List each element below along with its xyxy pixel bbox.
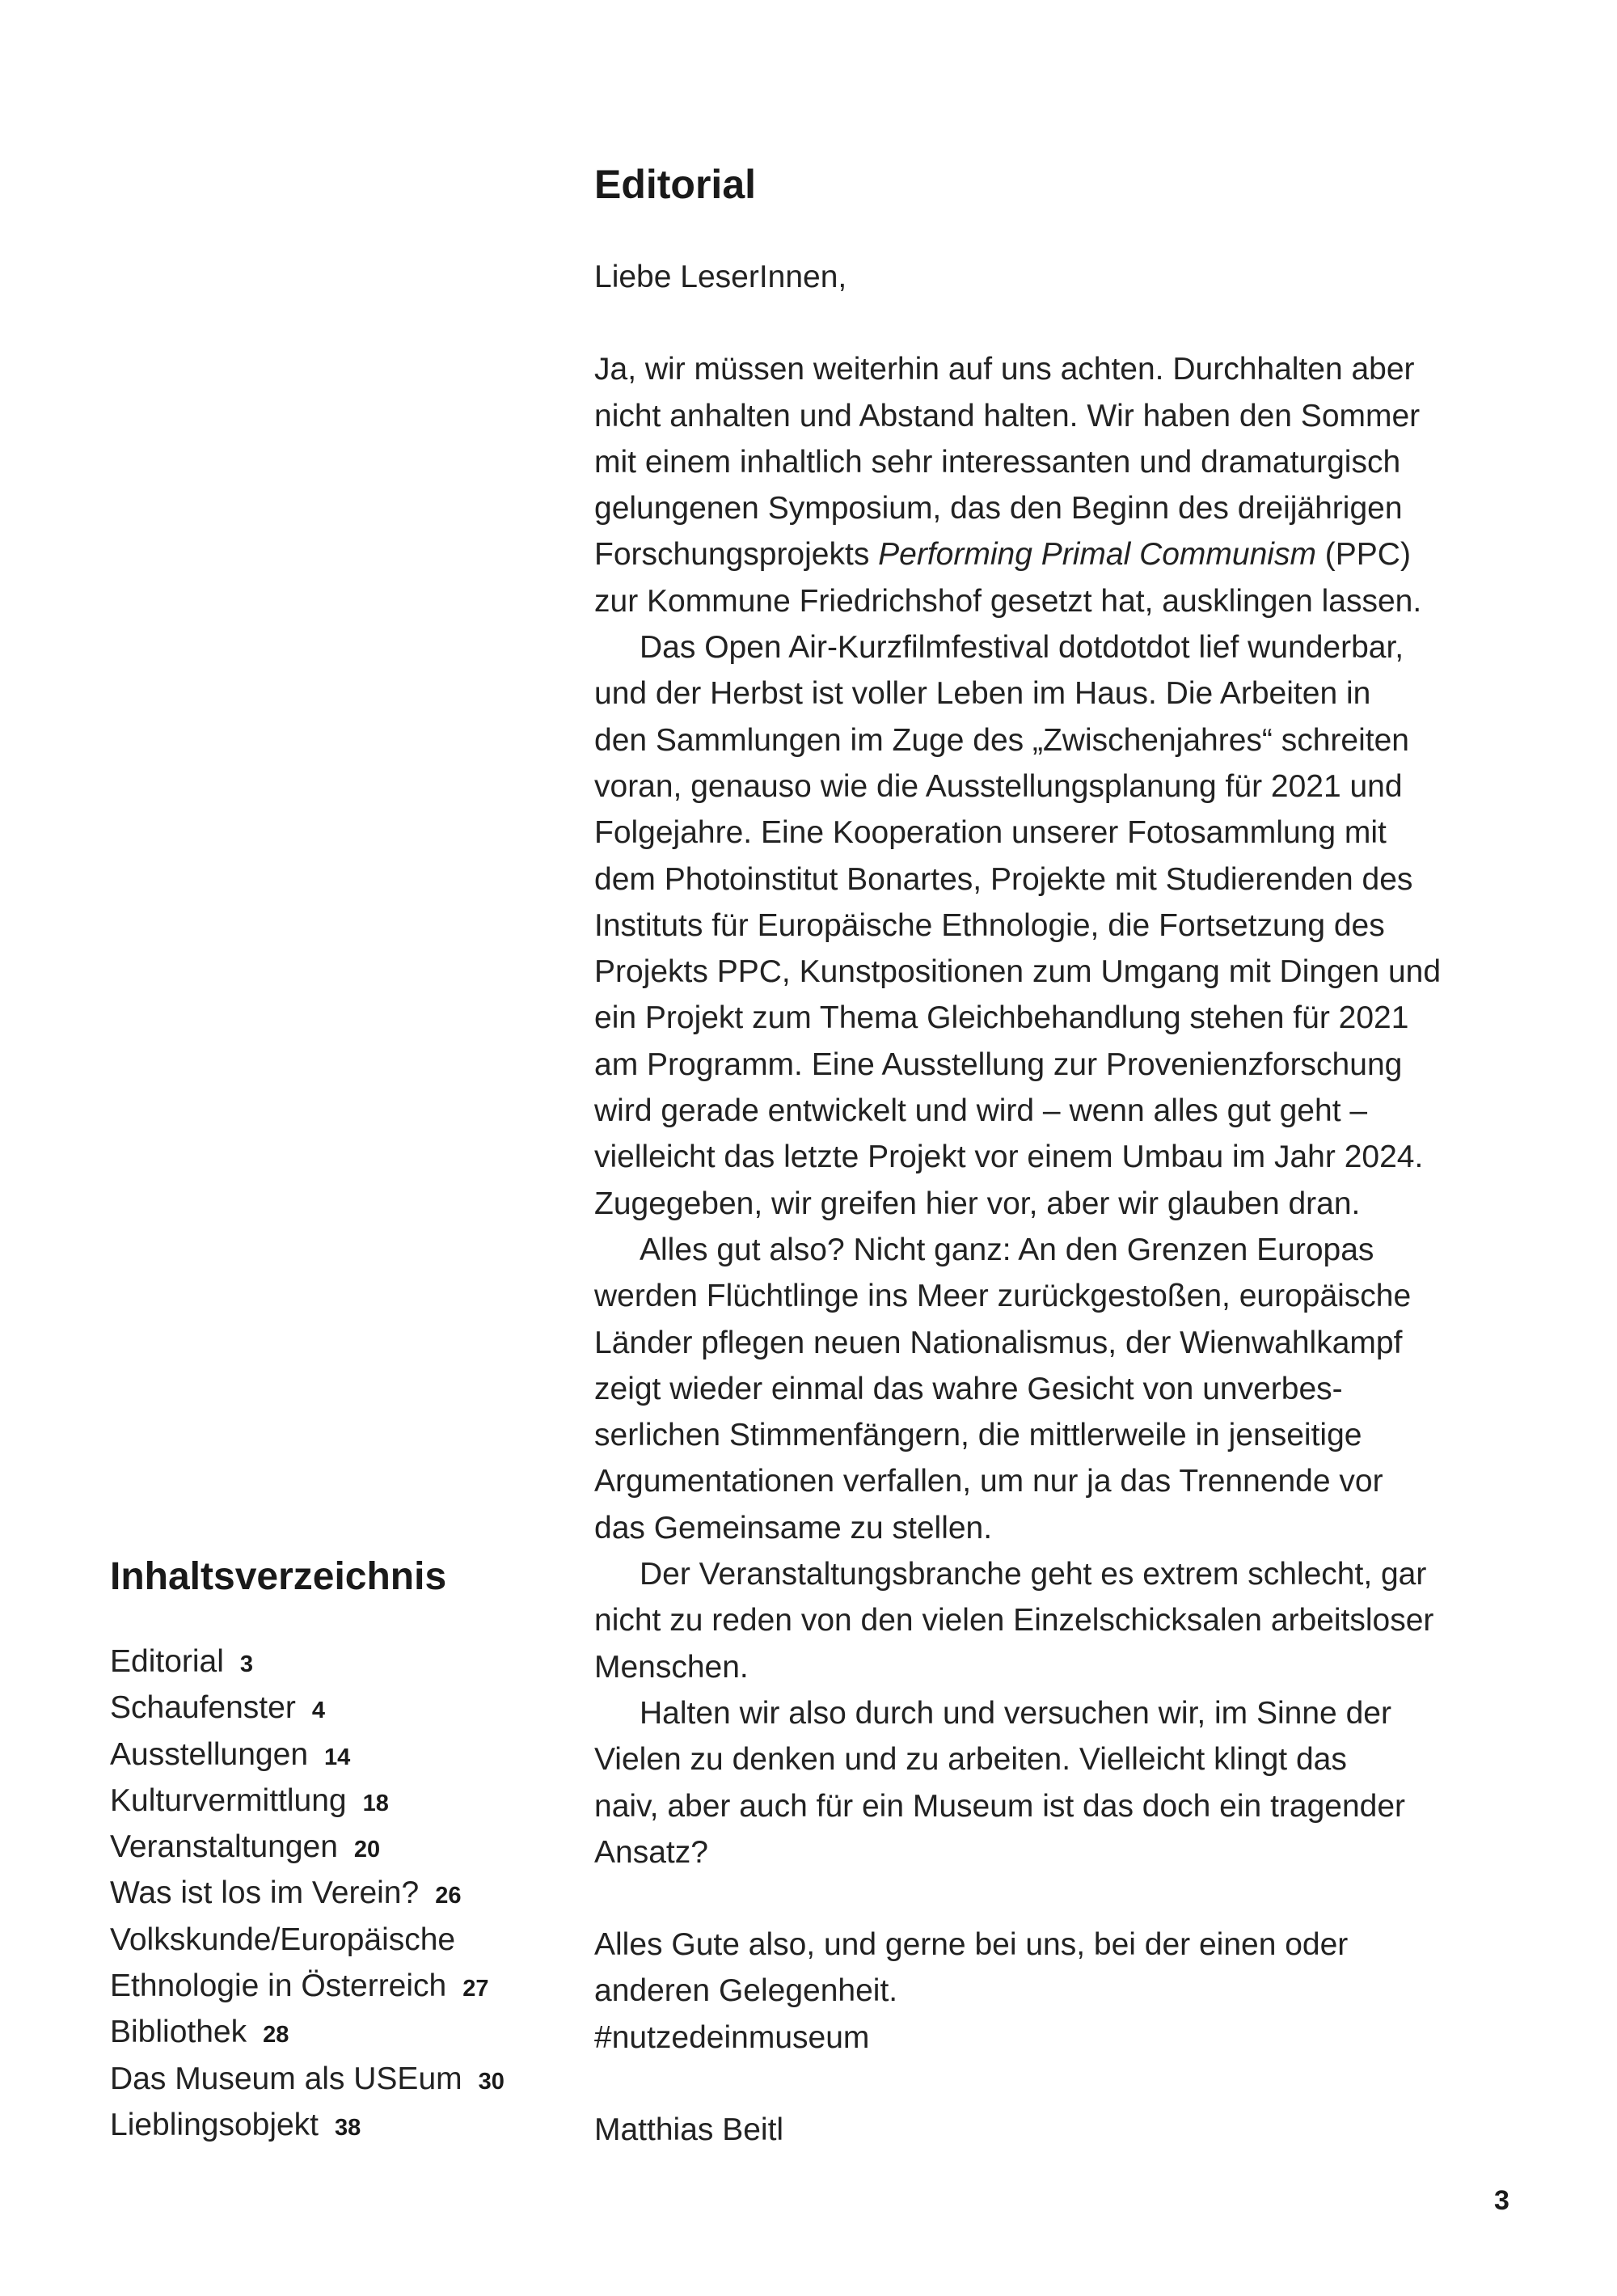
toc-item-line <box>110 1870 563 1916</box>
italic-project-title: Performing Primal Communism <box>878 537 1316 573</box>
body-line: werden Flüchtlinge ins Meer zurückgestoßen, europäische <box>594 1279 1412 1314</box>
body-line: Menschen. <box>594 1649 749 1685</box>
toc-item-line <box>110 1917 563 1963</box>
toc-list <box>110 1638 563 2148</box>
toc-page-number: 38 <box>335 2114 361 2141</box>
body-text-segment: Forschungsprojekts <box>594 537 879 573</box>
toc-page-number: 20 <box>353 1837 381 1863</box>
toc-page-number: 26 <box>435 1883 462 1909</box>
editorial-body <box>594 346 1532 1875</box>
toc-item[interactable] <box>110 1732 563 1778</box>
toc-item-line <box>110 1638 563 1685</box>
body-line: Instituts für Europäische Ethnologie, die Fortsetzung des <box>594 907 1385 943</box>
toc-page-number: 30 <box>478 2068 505 2095</box>
toc-page-number: 14 <box>324 1744 351 1770</box>
hashtag: #nutzedeinmuseum <box>594 2019 870 2055</box>
body-line <box>594 531 1532 577</box>
toc-item[interactable] <box>110 1824 563 1870</box>
table-of-contents <box>110 1551 563 2148</box>
editorial-title: Editorial <box>594 162 757 207</box>
body-line: nicht zu reden von den vielen Einzelschicksalen arbeitsloser <box>594 1603 1434 1638</box>
toc-page-number: 27 <box>462 1976 489 2002</box>
toc-item-label: Veranstaltungen <box>110 1829 338 1865</box>
toc-item-line <box>110 2056 563 2102</box>
toc-item-label: Ausstellungen <box>110 1736 309 1772</box>
body-line: das Gemeinsame zu stellen. <box>594 1510 993 1545</box>
body-line: Länder pflegen neuen Nationalismus, der Wienwahlkampf <box>594 1325 1403 1360</box>
salutation: Liebe LeserInnen, <box>594 260 847 294</box>
body-line: am Programm. Eine Ausstellung zur Provenienzforschung <box>594 1047 1403 1082</box>
toc-item[interactable] <box>110 2009 563 2055</box>
toc-item-line <box>110 1732 563 1778</box>
toc-item[interactable] <box>110 2102 563 2148</box>
body-line: serlichen Stimmenfängern, die mittlerweile in jenseitige <box>594 1418 1362 1453</box>
editorial-closing <box>594 1922 1532 2061</box>
toc-item[interactable] <box>110 2056 563 2102</box>
body-line: nicht anhalten und Abstand halten. Wir haben den Sommer <box>594 398 1421 433</box>
toc-title: Inhaltsverzeichnis <box>110 1555 447 1598</box>
toc-item-label: Volkskunde/Europäische <box>110 1922 456 1957</box>
body-line: Vielen zu denken und zu arbeiten. Vielleicht klingt das <box>594 1742 1347 1778</box>
body-line: zeigt wieder einmal das wahre Gesicht von unverbes- <box>594 1371 1343 1406</box>
toc-item[interactable] <box>110 1917 563 2010</box>
body-line: Zugegeben, wir greifen hier vor, aber wir glauben dran. <box>594 1186 1361 1221</box>
toc-item[interactable] <box>110 1870 563 1916</box>
body-line: Alles gut also? Nicht ganz: An den Grenzen Europas <box>640 1232 1374 1267</box>
toc-item-line <box>110 1824 563 1870</box>
toc-item-label: Bibliothek <box>110 2015 247 2050</box>
body-line: Der Veranstaltungsbranche geht es extrem schlecht, gar <box>640 1557 1427 1592</box>
body-line: Projekts PPC, Kunstpositionen zum Umgang mit Dingen und <box>594 954 1442 990</box>
toc-item-line <box>110 2102 563 2148</box>
toc-page-number: 28 <box>263 2022 289 2049</box>
body-line: naiv, aber auch für ein Museum ist das doch ein tragender <box>594 1788 1406 1824</box>
body-line: Halten wir also durch und versuchen wir, im Sinne der <box>640 1695 1391 1731</box>
toc-item-label: Schaufenster <box>110 1690 296 1726</box>
toc-item[interactable] <box>110 1778 563 1824</box>
toc-item-line <box>110 2009 563 2055</box>
body-line: und der Herbst ist voller Leben im Haus. Die Arbeiten in <box>594 676 1371 712</box>
toc-item-label: Das Museum als USEum <box>110 2061 462 2096</box>
body-line: Argumentationen verfallen, um nur ja das Trennende vor <box>594 1464 1383 1499</box>
body-line: Folgejahre. Eine Kooperation unserer Fotosammlung mit <box>594 815 1387 851</box>
toc-item-label: Lieblingsobjekt <box>110 2107 319 2142</box>
signature: Matthias Beitl <box>594 2112 784 2147</box>
body-line: den Sammlungen im Zuge des „Zwischenjahres“ schreiten <box>594 722 1409 758</box>
body-line: dem Photoinstitut Bonartes, Projekte mit Studierenden des <box>594 861 1413 897</box>
body-line: Ansatz? <box>594 1834 708 1870</box>
body-line: Ja, wir müssen weiterhin auf uns achten. Durchhalten aber <box>594 352 1415 387</box>
page-number: 3 <box>1494 2185 1509 2216</box>
toc-item-label: Editorial <box>110 1644 224 1679</box>
body-line: vielleicht das letzte Projekt vor einem Umbau im Jahr 2024. <box>594 1140 1424 1175</box>
toc-item-label: Was ist los im Verein? <box>110 1875 420 1911</box>
body-line: zur Kommune Friedrichshof gesetzt hat, ausklingen lassen. <box>594 583 1422 619</box>
toc-item-label: Kulturvermittlung <box>110 1782 347 1818</box>
closing-line: anderen Gelegenheit. <box>594 1973 898 2009</box>
toc-item[interactable] <box>110 1638 563 1685</box>
toc-page-number: 4 <box>311 1698 325 1724</box>
body-line: gelungenen Symposium, das den Beginn des dreijährigen <box>594 491 1403 526</box>
body-line: mit einem inhaltlich sehr interessanten und dramaturgisch <box>594 444 1401 480</box>
closing-line: Alles Gute also, und gerne bei uns, bei der einen oder <box>594 1927 1349 1963</box>
toc-page-number: 18 <box>362 1790 389 1816</box>
toc-item-line <box>110 1963 563 2009</box>
body-line: ein Projekt zum Thema Gleichbehandlung stehen für 2021 <box>594 1000 1409 1036</box>
body-line: Das Open Air-Kurzfilmfestival dotdotdot lief wunderbar, <box>640 630 1404 666</box>
editorial-article <box>594 159 1532 2153</box>
body-text-segment: (PPC) <box>1315 537 1411 573</box>
toc-item[interactable] <box>110 1685 563 1731</box>
body-line: wird gerade entwickelt und wird – wenn alles gut geht – <box>594 1093 1368 1129</box>
toc-item-line <box>110 1685 563 1731</box>
toc-item-label: Ethnologie in Österreich <box>110 1968 447 2004</box>
body-line: voran, genauso wie die Ausstellungsplanung für 2021 und <box>594 768 1403 804</box>
toc-page-number: 3 <box>239 1651 254 1677</box>
toc-item-line <box>110 1778 563 1824</box>
